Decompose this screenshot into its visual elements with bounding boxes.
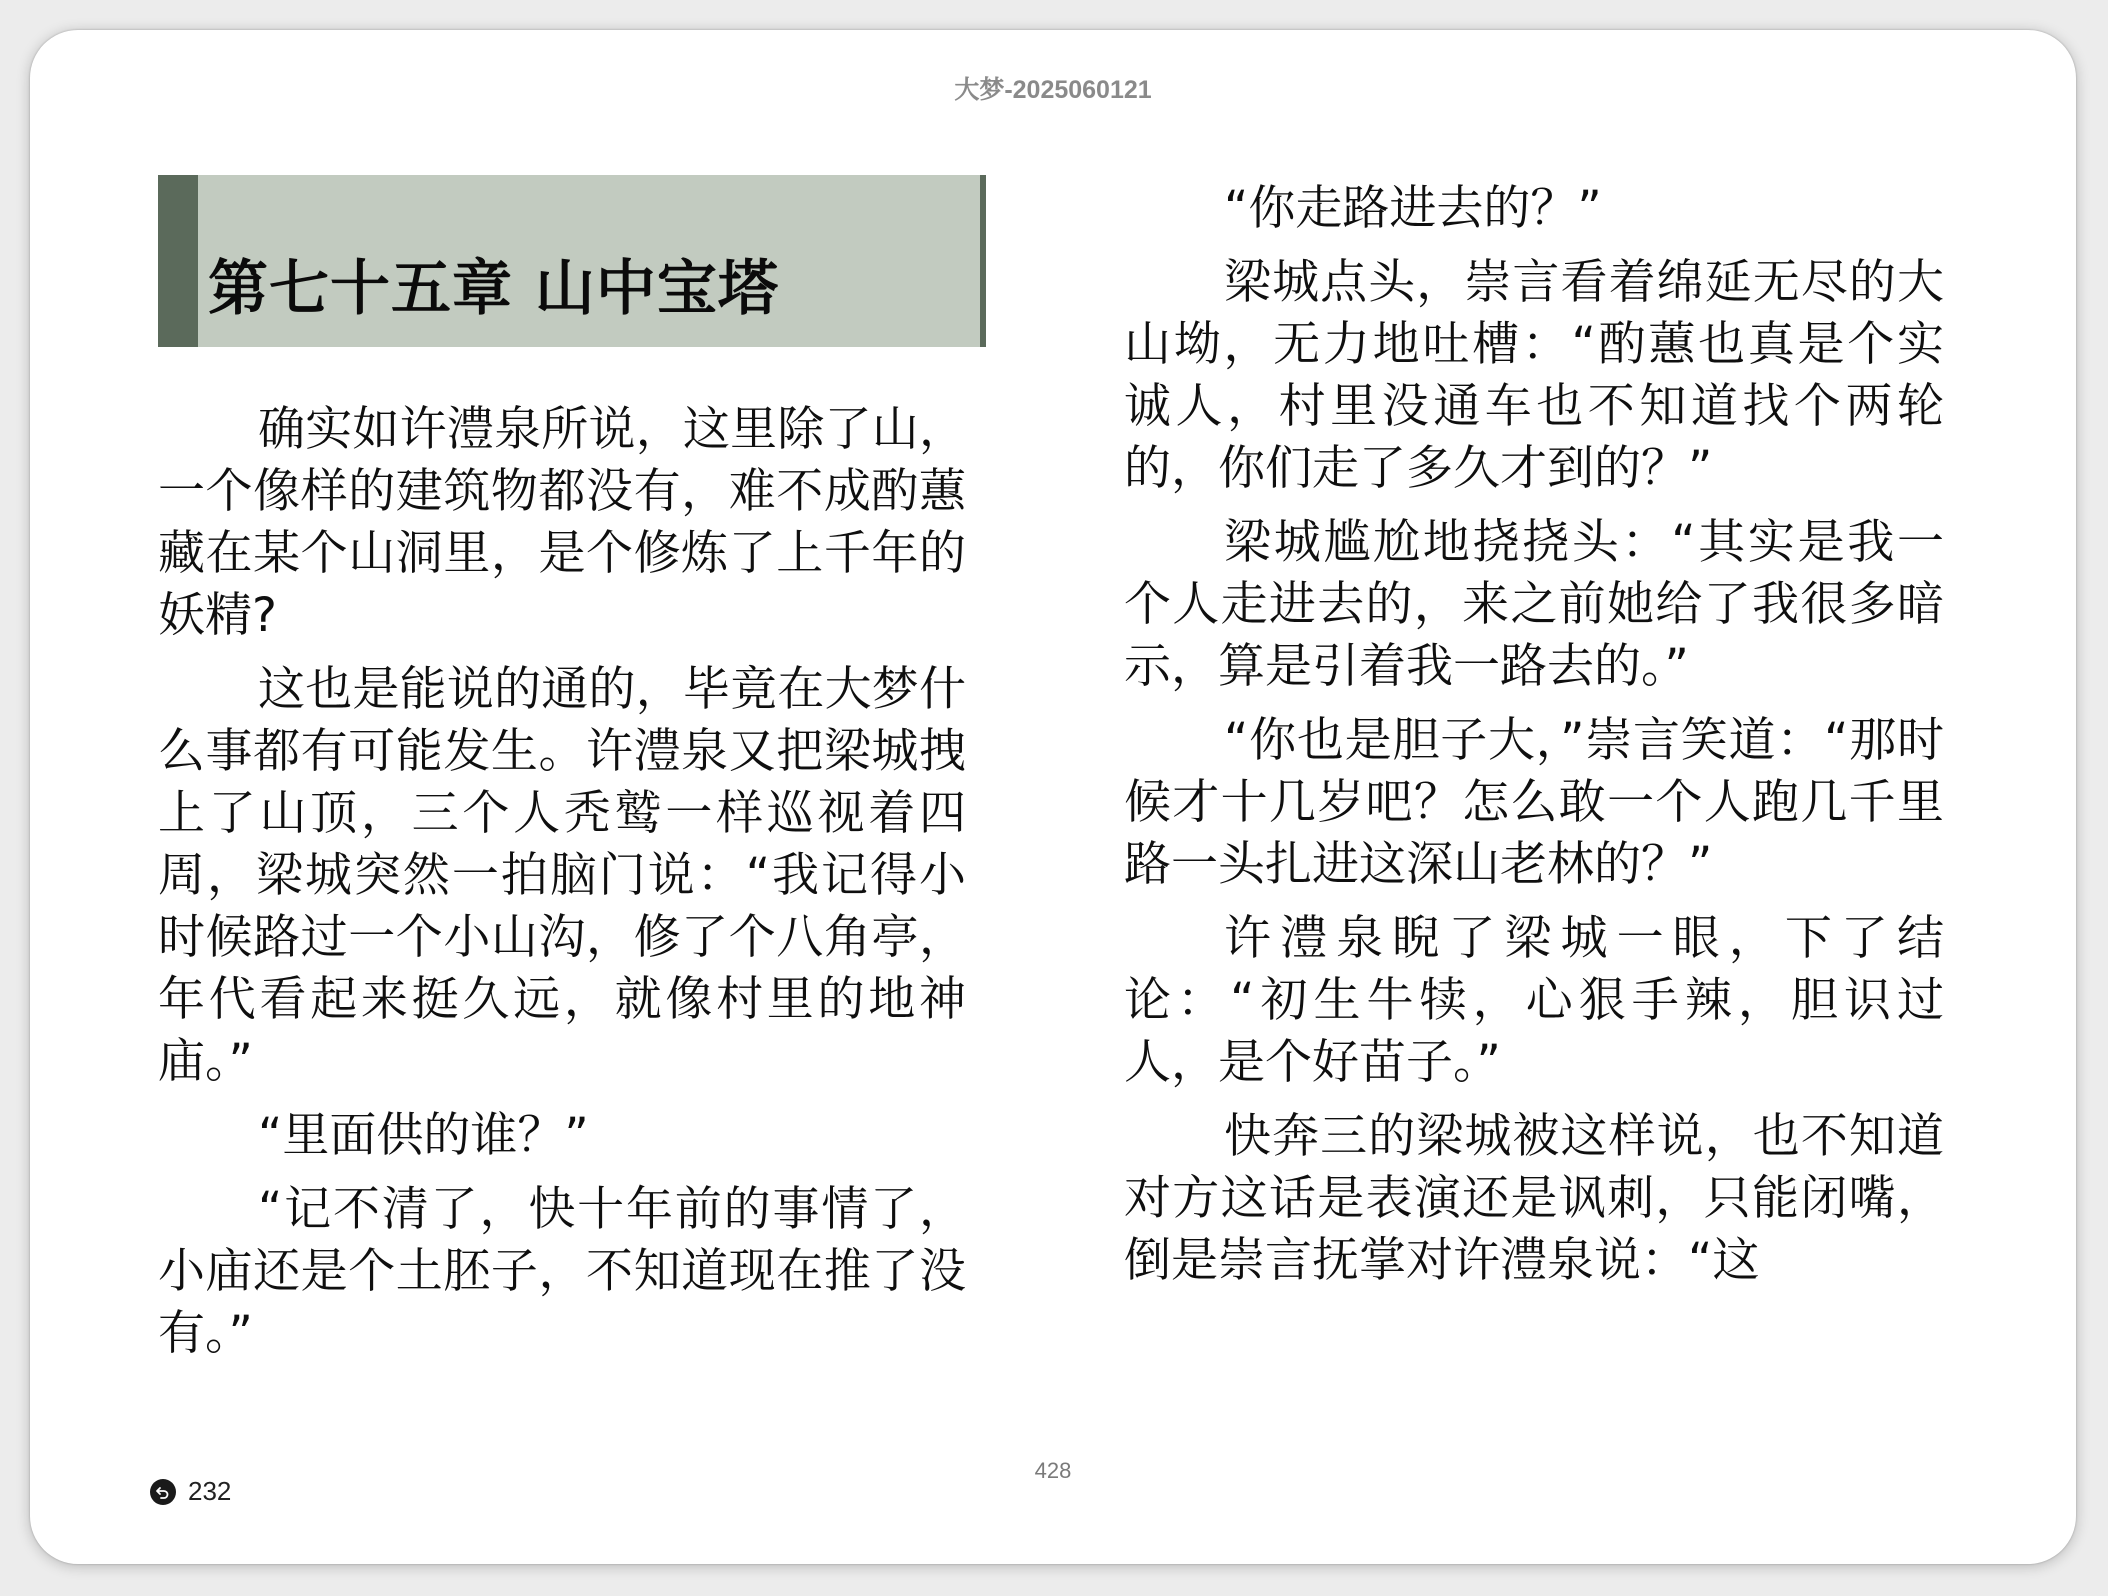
paragraph[interactable]: 这也是能说的通的，毕竟在大梦什么事都有可能发生。许澧泉又把梁城拽上了山顶，三个人秃鹫一样巡视着四周，梁城突然一拍脑门说：“我记得小时候路过一个小山沟，修了个八角亭，年代看起来挺久远，就像村里的地神庙。”: [158, 662, 966, 1089]
chapter-accent-bar: [158, 175, 198, 347]
paragraph[interactable]: 梁城点头，崇言看着绵延无尽的大山坳，无力地吐槽：“酌蕙也真是个实诚人，村里没通车也不知道找个两轮的，你们走了多久才到的？”: [1124, 255, 1944, 496]
paragraph[interactable]: “你也是胆子大，”崇言笑道：“那时候才十几岁吧？怎么敢一个人跑几千里路一头扎进这深山老林的？”: [1124, 713, 1944, 892]
book-title: 大梦-2025060121: [954, 76, 1152, 104]
chapter-accent-rule: [980, 175, 986, 347]
paragraph[interactable]: 确实如许澧泉所说，这里除了山，一个像样的建筑物都没有，难不成酌蕙藏在某个山洞里，是个修炼了上千年的妖精?: [158, 402, 966, 643]
paragraph[interactable]: 许澧泉睨了梁城一眼，下了结论：“初生牛犊，心狠手辣，胆识过人，是个好苗子。”: [1124, 911, 1944, 1090]
page-number: 428: [1034, 1458, 1072, 1483]
paragraph[interactable]: 梁城尴尬地挠挠头：“其实是我一个人走进去的，来之前她给了我很多暗示，算是引着我一路去的。”: [1124, 515, 1944, 694]
paragraph[interactable]: “里面供的谁？”: [258, 1108, 589, 1163]
paragraph[interactable]: “记不清了，快十年前的事情了，小庙还是个土胚子，不知道现在推了没有。”: [158, 1182, 966, 1361]
back-count: 232: [188, 1476, 232, 1506]
paragraph[interactable]: 快奔三的梁城被这样说，也不知道对方这话是表演还是讽刺，只能闭嘴，倒是崇言抚掌对许澧泉说：“这: [1124, 1109, 1944, 1288]
paragraph[interactable]: “你走路进去的？”: [1224, 181, 1602, 236]
chapter-title: 第七十五章 山中宝塔: [208, 254, 779, 324]
left-page: [158, 175, 966, 1377]
right-page: [1124, 178, 1944, 1304]
reader-window: [30, 30, 2076, 1564]
chapter-header: [158, 175, 986, 347]
